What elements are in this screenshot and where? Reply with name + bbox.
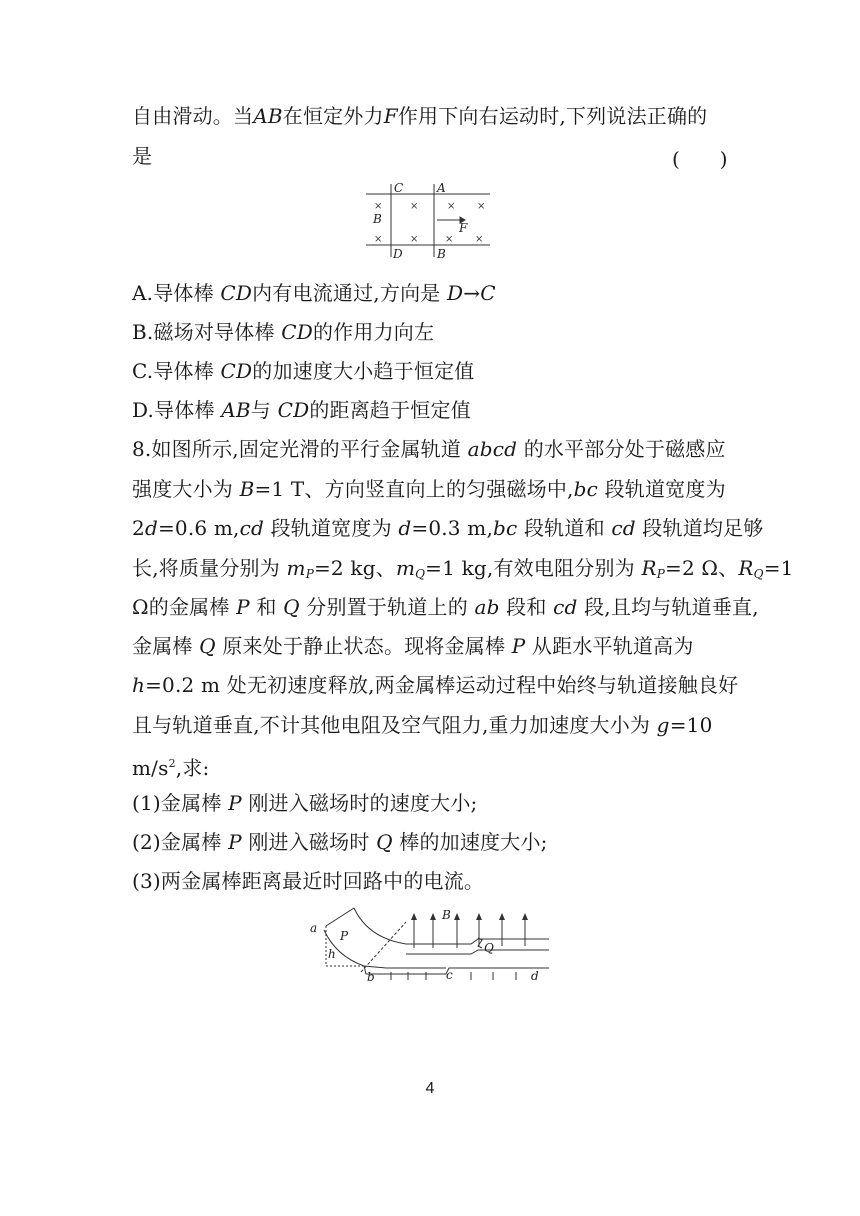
- label-d: d: [531, 969, 539, 983]
- label-h: h: [328, 947, 336, 961]
- q7-figure: [362, 182, 494, 262]
- cross-mark: ×: [475, 234, 484, 245]
- option-a: A.导体棒 CD内有电流通过,方向是 D→C: [132, 281, 496, 305]
- label-b: b: [367, 970, 375, 984]
- cross-mark: ×: [447, 201, 456, 212]
- label-B-field: B: [442, 908, 451, 922]
- label-c: c: [446, 968, 453, 982]
- q7-stem-line2: 是: [132, 144, 153, 168]
- cross-mark: ×: [477, 201, 486, 212]
- q8-line8: 且与轨道垂直,不计其他电阻及空气阻力,重力加速度大小为 g=10: [132, 713, 713, 737]
- q8-subquestion-1: (1)金属棒 P 刚进入磁场时的速度大小;: [132, 791, 478, 815]
- option-b: B.磁场对导体棒 CD的作用力向左: [132, 320, 435, 344]
- label-a: a: [310, 921, 318, 935]
- option-d: D.导体棒 AB与 CD的距离趋于恒定值: [132, 398, 471, 422]
- q8-line6: 金属棒 Q 原来处于静止状态。现将金属棒 P 从距水平轨道高为: [132, 634, 694, 658]
- q7-stem-line1: 自由滑动。当AB在恒定外力F作用下向右运动时,下列说法正确的: [132, 104, 708, 128]
- q8-line5: Ω的金属棒 P 和 Q 分别置于轨道上的 ab 段和 cd 段,且均与轨道垂直,: [132, 595, 759, 619]
- cross-mark: ×: [410, 201, 419, 212]
- q8-line9: $m/s^2$,求:: [132, 756, 210, 780]
- cross-mark: ×: [374, 234, 383, 245]
- cross-mark: ×: [410, 234, 419, 245]
- q8-line7: h=0.2 m 处无初速度释放,两金属棒运动过程中始终与轨道接触良好: [132, 673, 739, 697]
- cross-mark: ×: [445, 234, 454, 245]
- q8-line4: 长,将质量分别为 $m_P=2$ kg、$m_Q=1$ kg,有效电阻分别为 $R_P=2$ Ω、$R_Q=1$: [132, 556, 794, 581]
- label-D: D: [393, 247, 403, 261]
- option-c: C.导体棒 CD的加速度大小趋于恒定值: [132, 359, 475, 383]
- q8-line3: 2d=0.6 m,cd 段轨道宽度为 d=0.3 m,bc 段轨道和 cd 段轨道均足够: [132, 516, 764, 540]
- label-Q: Q: [484, 941, 494, 955]
- label-B-bottom: B: [437, 247, 446, 261]
- label-P: P: [340, 929, 349, 943]
- label-C: C: [394, 182, 404, 195]
- q8-subquestion-2: (2)金属棒 P 刚进入磁场时 Q 棒的加速度大小;: [132, 830, 548, 854]
- label-F: F: [459, 221, 468, 235]
- label-A: A: [437, 182, 446, 195]
- q8-line1: 8.如图所示,固定光滑的平行金属轨道 abcd 的水平部分处于磁感应: [132, 437, 726, 461]
- q8-figure: [306, 906, 556, 984]
- answer-parentheses: ( ): [672, 147, 728, 171]
- cross-mark: ×: [374, 201, 383, 212]
- label-B-field: B: [373, 212, 382, 226]
- q8-subquestion-3: (3)两金属棒距离最近时回路中的电流。: [132, 869, 485, 893]
- q8-line2: 强度大小为 B=1 T、方向竖直向上的匀强磁场中,bc 段轨道宽度为: [132, 477, 726, 501]
- page-number: 4: [425, 1080, 435, 1097]
